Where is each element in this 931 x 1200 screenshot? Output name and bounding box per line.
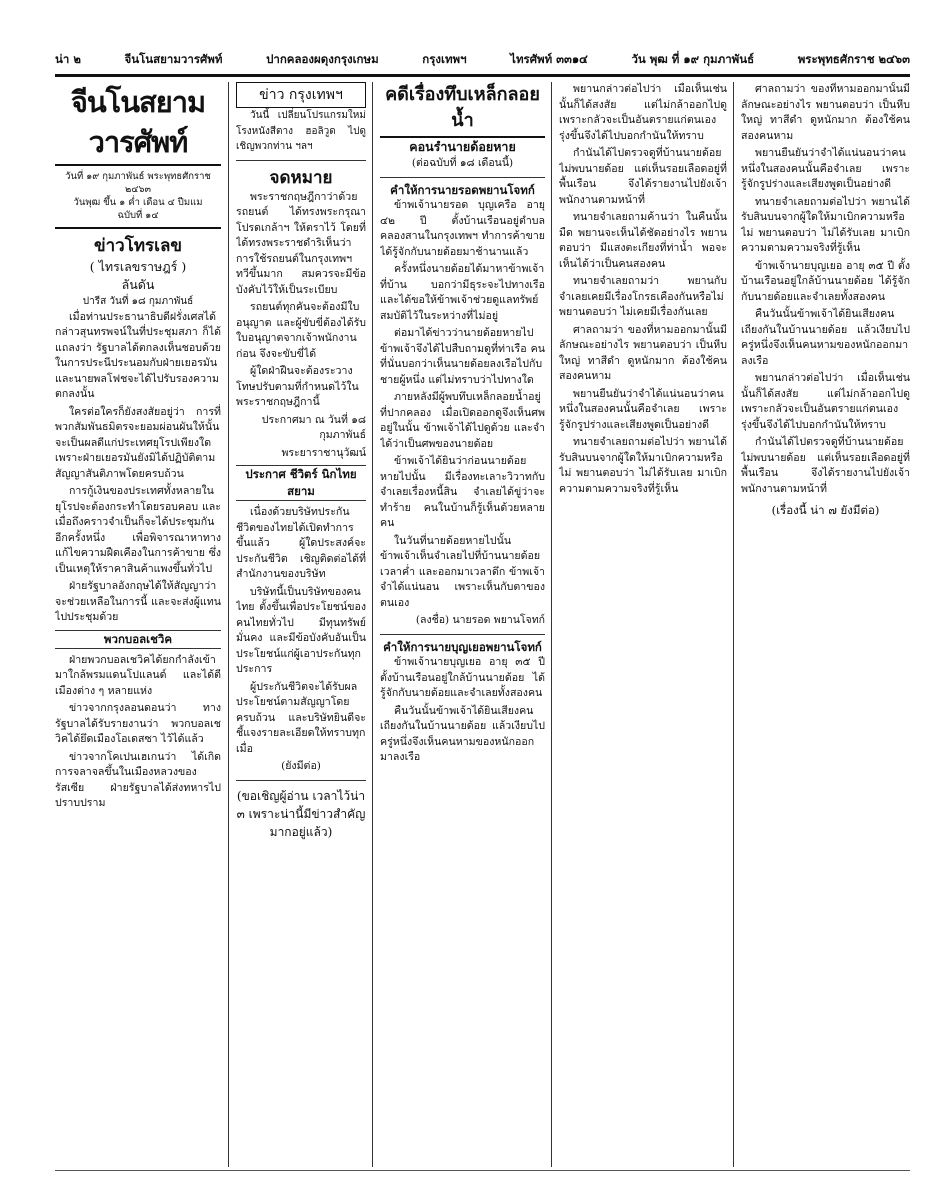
footer-rule <box>55 1170 910 1171</box>
column-bangkok-news <box>236 82 366 1167</box>
testimony-paragraph: ข้าพเจ้าได้ยินว่าก่อนนายด้อยหายไปนั้น มีเรื่องทะเลาะวิวาทกับจำเลยเรื่องหนี้สิน จำเลยได้ขู่ว่าจะทำร้าย คนในบ้านก็รู้เห็นด้วยหลายคน <box>380 455 545 529</box>
testimony-heading: คำให้การนายบุญเยอพยานโจทก์ <box>383 639 542 654</box>
news-paragraph: ฝ่ายรัฐบาลอังกฤษได้ให้สัญญาว่าจะช่วยเหลือในการนี้ และจะส่งผู้แทนไปประชุมด้วย <box>55 580 221 623</box>
office-location: ปากคลองผดุงกรุงเกษม <box>266 52 379 66</box>
column-rule <box>551 82 552 1167</box>
paper-name: จีนโนสยามวารศัพท์ <box>124 52 223 66</box>
testimony-paragraph: ทนายจำเลยถามค้านว่า ในคืนนั้นมืด พยานจะเห็นได้ชัดอย่างไร พยานตอบว่า มีแสงตะเกียงที่ท่าน้ำ พอจะเห็นได้ว่าเป็นคนสองคน <box>559 211 727 270</box>
news-paragraph: ฝ่ายพวกบอลเชวิคได้ยกกำลังเข้ามาใกล้พรมแดนโปแลนด์ และได้ตีเมืองต่าง ๆ หลายแห่ง <box>55 653 221 697</box>
testimony-paragraph: ทนายจำเลยถามต่อไปว่า พยานได้รับสินบนจากผู้ใดให้มาเบิกความหรือไม่ พยานตอบว่า ไม่ได้รับเลย มาเบิกความตามความจริงที่รู้เห็น <box>741 195 910 254</box>
column-masthead-news <box>55 82 221 1167</box>
divider <box>236 160 366 161</box>
testimony-paragraph: พยานกล่าวต่อไปว่า เมื่อเห็นเช่นนั้นก็ได้สงสัย แต่ไม่กล้าออกไปดู เพราะกลัวจะเป็นอันตรายแก่ตนเอง รุ่งขึ้นจึงได้ไปบอกกำนันให้ทราบ <box>741 372 910 431</box>
testimony-paragraph: ทนายจำเลยถามต่อไปว่า พยานได้รับสินบนจากผู้ใดให้มาเบิกความหรือไม่ พยานตอบว่า ไม่ได้รับเลย มาเบิกความตามความจริงที่รู้เห็น <box>559 436 727 495</box>
column-trial-report <box>380 82 545 1167</box>
column-trial-end <box>741 82 910 1167</box>
news-paragraph: การกู้เงินของประเทศทั้งหลายในยุโรปจะต้องกระทำโดยรอบคอบ และเมื่อถึงคราวจำเป็นก็จะได้ประชุมกันอีกครั้งหนึ่ง เพื่อพิจารณาหาทางแก้ไขความฝืดเคืองในการค้าขาย ซึ่งเป็นเหตุให้ราคาสินค้าแพงขึ้นทั่วไป <box>55 485 221 575</box>
testimony-paragraph: คืนวันนั้นข้าพเจ้าได้ยินเสียงคนเถียงกันในบ้านนายด้อย แล้วเงียบไป ครู่หนึ่งจึงเห็นคนหามของหนักออกมาลงเรือ <box>741 308 910 367</box>
article-subtitle: คอนรำนายด้อยหาย <box>409 139 516 154</box>
divider <box>380 177 545 178</box>
testimony-paragraph: พยานยืนยันว่าจำได้แน่นอนว่าคนหนึ่งในสองคนนั้นคือจำเลย เพราะรู้จักรูปร่างและเสียงพูดเป็นอย่างดี <box>741 147 910 190</box>
section-subtitle: ( ไทรเลขราษฎร์ ) <box>89 259 187 274</box>
signature-name: พระยาราชานุวัฒน์ <box>281 446 366 459</box>
masthead: จีนโนสยามวารศัพท์ <box>55 82 221 166</box>
column-rule <box>372 82 373 1167</box>
testimony-paragraph: ข้าพเจ้านายบุญเยอ อายุ ๓๕ ปี ตั้งบ้านเรือนอยู่ใกล้บ้านนายด้อย ได้รู้จักกับนายด้อยและจำเลยทั้งสองคน <box>380 656 545 699</box>
witness-signature: (ลงชื่อ) นายรอด พยานโจทก์ <box>415 614 545 626</box>
column-rule <box>733 82 734 1167</box>
news-paragraph: ใครต่อใครก็ยังสงสัยอยู่ว่า การที่พวกสัมพันธมิตรจะยอมผ่อนผันให้นั้นจะเป็นผลดีแก่ประเทศยุโรปเพียงใด เพราะฝ่ายเยอรมันยังมิได้ปฏิบัติตามสัญญาสันติภาพโดยครบถ้วน <box>55 405 221 480</box>
news-date: ปารีส วันที่ ๑๘ กุมภาพันธ์ <box>82 296 194 307</box>
editor-note: (ขอเชิญผู้อ่าน เวลาไว้น่า ๓ เพราะน่านี้มีข่าวสำคัญ มากอยู่แล้ว) <box>236 788 366 839</box>
article-title: คดีเรื่องทึบเหล็กลอยน้ำ <box>380 82 545 138</box>
continued-note: (ยังมีต่อ) <box>281 760 321 772</box>
testimony-paragraph: ข้าพเจ้านายรอด บุญเครือ อายุ ๔๒ ปี ตั้งบ้านเรือนอยู่ตำบลคลองสานในกรุงเทพฯ ทำการค้าขาย ได้รู้จักกับนายด้อยมาช้านานแล้ว <box>380 199 545 258</box>
box-title-bangkok-news: ข่าว กรุงเทพฯ <box>236 82 366 108</box>
section-title-letters: จดหมาย <box>269 167 333 188</box>
testimony-paragraph: กำนันได้ไปตรวจดูที่บ้านนายด้อย ไม่พบนายด้อย แต่เห็นรอยเลือดอยู่ที่พื้นเรือน จึงได้รายงานไปยังเจ้าพนักงานตามหน้าที่ <box>741 436 910 495</box>
testimony-paragraph: คืนวันนั้นข้าพเจ้าได้ยินเสียงคนเถียงกันในบ้านนายด้อย แล้วเงียบไป ครู่หนึ่งจึงเห็นคนหามของหนักออกมาลงเรือ <box>380 704 545 763</box>
letter-paragraph: รถยนต์ทุกคันจะต้องมีใบอนุญาต และผู้ขับขี่ต้องได้รับใบอนุญาตจากเจ้าพนักงานก่อน จึงจะขับขี่ได้ <box>236 301 366 360</box>
testimony-paragraph: ศาลถามว่า ของที่หามออกมานั้นมีลักษณะอย่างไร พยานตอบว่า เป็นหีบใหญ่ ทาสีดำ ดูหนักมาก ต้องใช้คนสองคนหาม <box>741 83 910 142</box>
notice-title: ประกาศ ชีวิตร์ นิกไทย สยาม <box>236 465 366 501</box>
testimony-paragraph: ต่อมาได้ข่าวว่านายด้อยหายไป ข้าพเจ้าจึงได้ไปสืบถามดูที่ท่าเรือ คนที่นั่นบอกว่าเห็นนายด้อยลงเรือไปกับชายผู้หนึ่ง แต่ไม่ทราบว่าไปทางใด <box>380 327 545 386</box>
testimony-heading: คำให้การนายรอดพยานโจทก์ <box>390 182 535 197</box>
dateline: วันที่ ๑๙ กุมภาพันธ์ พระพุทธศักราช ๒๔๖๓ วันพุฒ ขึ้น ๑ ค่ำ เดือน ๔ ปีมแม ฉบับที่ ๑๔ <box>65 171 211 221</box>
news-paragraph: ข่าวจากโคเปนเฮเกนว่า ได้เกิดการจลาจลขึ้นในเมืองหลวงของรัสเซีย ฝ่ายรัฐบาลได้ส่งทหารไปปราบปราม <box>55 750 221 809</box>
issue-year: พระพุทธศักราช ๒๔๖๓ <box>797 52 910 66</box>
column-rule <box>228 82 229 1167</box>
divider <box>236 780 366 781</box>
telephone: ไทรศัพท์ ๓๓๑๔ <box>510 52 588 66</box>
notice-paragraph: ผู้ประกันชีวิตจะได้รับผลประโยชน์ตามสัญญาโดยครบถ้วน และบริษัทยินดีจะชี้แจงรายละเอียดให้ทราบทุกเมื่อ <box>236 680 366 755</box>
divider <box>55 227 221 229</box>
testimony-paragraph: ข้าพเจ้านายบุญเยอ อายุ ๓๕ ปี ตั้งบ้านเรือนอยู่ใกล้บ้านนายด้อย ได้รู้จักกับนายด้อยและจำเลยทั้งสองคน <box>741 259 910 303</box>
page-number: น่า ๒ <box>55 52 81 66</box>
testimony-paragraph: พยานยืนยันว่าจำได้แน่นอนว่าคนหนึ่งในสองคนนั้นคือจำเลย เพราะรู้จักรูปร่างและเสียงพูดเป็นอย่างดี <box>559 387 727 431</box>
page-header <box>55 48 910 72</box>
divider <box>380 634 545 635</box>
continued-on-page: (เรื่องนี้ น่า ๗ ยังมีต่อ) <box>771 503 880 517</box>
header-rule <box>55 74 910 77</box>
testimony-paragraph: ภายหลังมีผู้พบทึบเหล็กลอยน้ำอยู่ที่ปากคลอง เมื่อเปิดออกดูจึงเห็นศพอยู่ในนั้น ข้าพเจ้าได้ไปดูด้วย และจำได้ว่าเป็นศพของนายด้อย <box>380 391 545 450</box>
testimony-paragraph: ครั้งหนึ่งนายด้อยได้มาหาข้าพเจ้าที่บ้าน บอกว่ามีธุระจะไปทางเรือ และได้ขอให้ข้าพเจ้าช่วยดูแลทรัพย์สมบัติไว้ในระหว่างที่ไม่อยู่ <box>380 263 545 322</box>
testimony-paragraph: พยานกล่าวต่อไปว่า เมื่อเห็นเช่นนั้นก็ได้สงสัย แต่ไม่กล้าออกไปดู เพราะกลัวจะเป็นอันตรายแก่ตนเอง รุ่งขึ้นจึงได้ไปบอกกำนันให้ทราบ <box>559 83 727 142</box>
continued-from: (ต่อฉบับที่ ๑๘ เดือนนี้) <box>411 157 514 169</box>
notice-paragraph: เนื่องด้วยบริษัทประกันชีวิตของไทยได้เปิดทำการขึ้นแล้ว ผู้ใดประสงค์จะประกันชีวิต เชิญติดต่อได้ที่สำนักงานของบริษัท <box>236 506 366 580</box>
testimony-paragraph: ศาลถามว่า ของที่หามออกมานั้นมีลักษณะอย่างไร พยานตอบว่า เป็นหีบใหญ่ ทาสีดำ ดูหนักมาก ต้องใช้คนสองคนหาม <box>559 323 727 382</box>
letter-paragraph: ผู้ใดฝ่าฝืนจะต้องระวางโทษปรับตามที่กำหนดไว้ในพระราชกฤษฎีกานี้ <box>236 365 359 408</box>
signature-date: ประกาศมา ณ วันที่ ๑๘ กุมภาพันธ์ <box>261 413 366 441</box>
news-paragraph: เมื่อท่านประธานาธิบดีฝรั่งเศสได้กล่าวสุนทรพจน์ในที่ประชุมสภา ก็ได้แถลงว่า รัฐบาลได้ตกลงเห็นชอบด้วยในการประนีประนอมกับฝ่ายเยอรมัน และนายพลโฟชจะได้ไปรับรองความตกลงนั้น <box>55 310 221 400</box>
intro-paragraph: วันนี้ เปลี่ยนโปรแกรมใหม่ โรงหนังสีตาง ฮอลิวูด ไปดู เชิญพวกท่าน ฯลฯ <box>236 110 366 152</box>
city: กรุงเทพฯ <box>422 52 467 66</box>
testimony-paragraph: กำนันได้ไปตรวจดูที่บ้านนายด้อย ไม่พบนายด้อย แต่เห็นรอยเลือดอยู่ที่พื้นเรือน จึงได้รายงานไปยังเจ้าพนักงานตามหน้าที่ <box>559 147 727 206</box>
news-paragraph: ข่าวจากกรุงลอนดอนว่า ทางรัฐบาลได้รับรายงานว่า พวกบอลเชวิคได้ยึดเมืองโอเดสซา ไว้ได้แล้ว <box>55 702 221 745</box>
issue-date: วัน พุฒ ที่ ๑๙ กุมภาพันธ์ <box>631 52 755 66</box>
testimony-paragraph: ในวันที่นายด้อยหายไปนั้น ข้าพเจ้าเห็นจำเลยไปที่บ้านนายด้อยเวลาค่ำ และออกมาเวลาดึก ข้าพเจ้าจำได้แน่นอน เพราะเห็นกับตาของตนเอง <box>380 534 545 609</box>
section-title-telegram: ข่าวโทรเลข <box>93 236 183 256</box>
news-place: ลันดัน <box>121 277 155 292</box>
testimony-paragraph: ทนายจำเลยถามว่า พยานกับจำเลยเคยมีเรื่องโกรธเคืองกันหรือไม่ พยานตอบว่า ไม่เคยมีเรื่องกันเลย <box>559 275 727 318</box>
notice-paragraph: บริษัทนี้เป็นบริษัทของคนไทย ตั้งขึ้นเพื่อประโยชน์ของคนไทยทั่วไป มีทุนทรัพย์มั่นคง และมีข้อบังคับอันเป็นประโยชน์แก่ผู้เอาประกันทุกประการ <box>236 585 366 675</box>
letter-paragraph: พระราชกฤษฎีกาว่าด้วยรถยนต์ ได้ทรงพระกรุณาโปรดเกล้าฯ ให้ตราไว้ โดยที่ได้ทรงพระราชดำริเห็นว่า การใช้รถยนต์ในกรุงเทพฯ ทวีขึ้นมาก สมควรจะมีข้อบังคับไว้ให้เป็นระเบียบ <box>236 190 366 296</box>
column-trial-continued <box>559 82 727 1167</box>
subsection-title: พวกบอลเชวิค <box>55 630 221 649</box>
